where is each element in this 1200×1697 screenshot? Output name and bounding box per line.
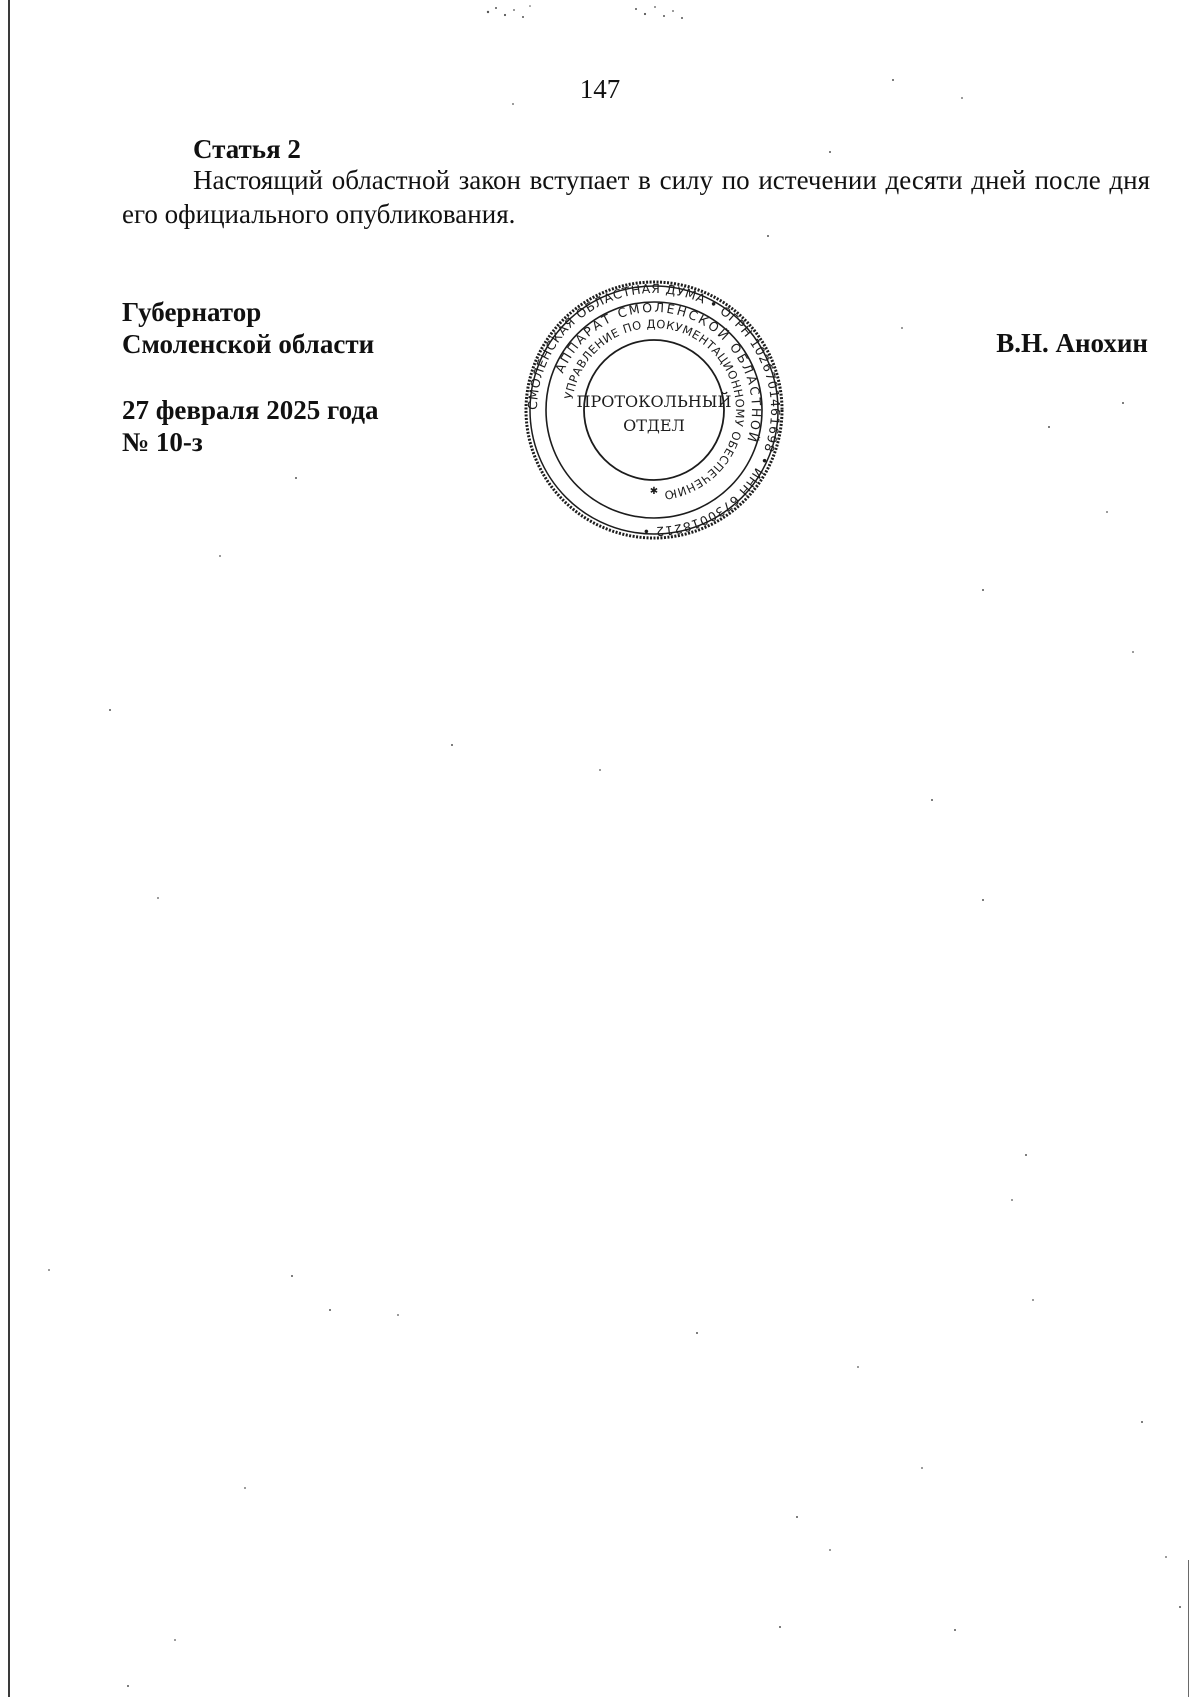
scan-left-edge: [8, 0, 10, 1697]
seal-outer-ring-text: СМОЛЕНСКАЯ ОБЛАСТНАЯ ДУМА • ОГРН 1026701461698 • ИНН 6730018212 •: [524, 280, 784, 540]
seal-middle-ring-text: АППАРАТ СМОЛЕНСКОЙ ОБЛАСТНОЙ: [551, 299, 765, 446]
seal-center-line1: ПРОТОКОЛЬНЫЙ: [576, 392, 732, 411]
seal-inner-ring-text: УПРАВЛЕНИЕ ПО ДОКУМЕНТАЦИОННОМУ ОБЕСПЕЧЕНИЮ: [561, 316, 748, 503]
law-number: № 10-з: [122, 427, 203, 457]
article-title: Статья 2: [193, 134, 301, 164]
signer-name: В.Н. Анохин: [996, 328, 1148, 358]
signer-position-line2: Смоленской области: [122, 329, 375, 359]
law-date: 27 февраля 2025 года: [122, 395, 379, 425]
article-text: Настоящий областной закон вступает в силу по истечении десяти дней после дня его официального опубликования.: [122, 165, 1150, 229]
official-seal-stamp: [524, 280, 784, 540]
law-metadata: [122, 394, 378, 458]
scan-right-edge: [1188, 1560, 1189, 1697]
page-number: 147: [579, 74, 621, 104]
seal-star-icon: ✱: [649, 486, 659, 497]
signer-position-line1: Губернатор: [122, 297, 262, 327]
seal-center-line2: ОТДЕЛ: [623, 416, 685, 435]
signer-position: [122, 296, 374, 360]
